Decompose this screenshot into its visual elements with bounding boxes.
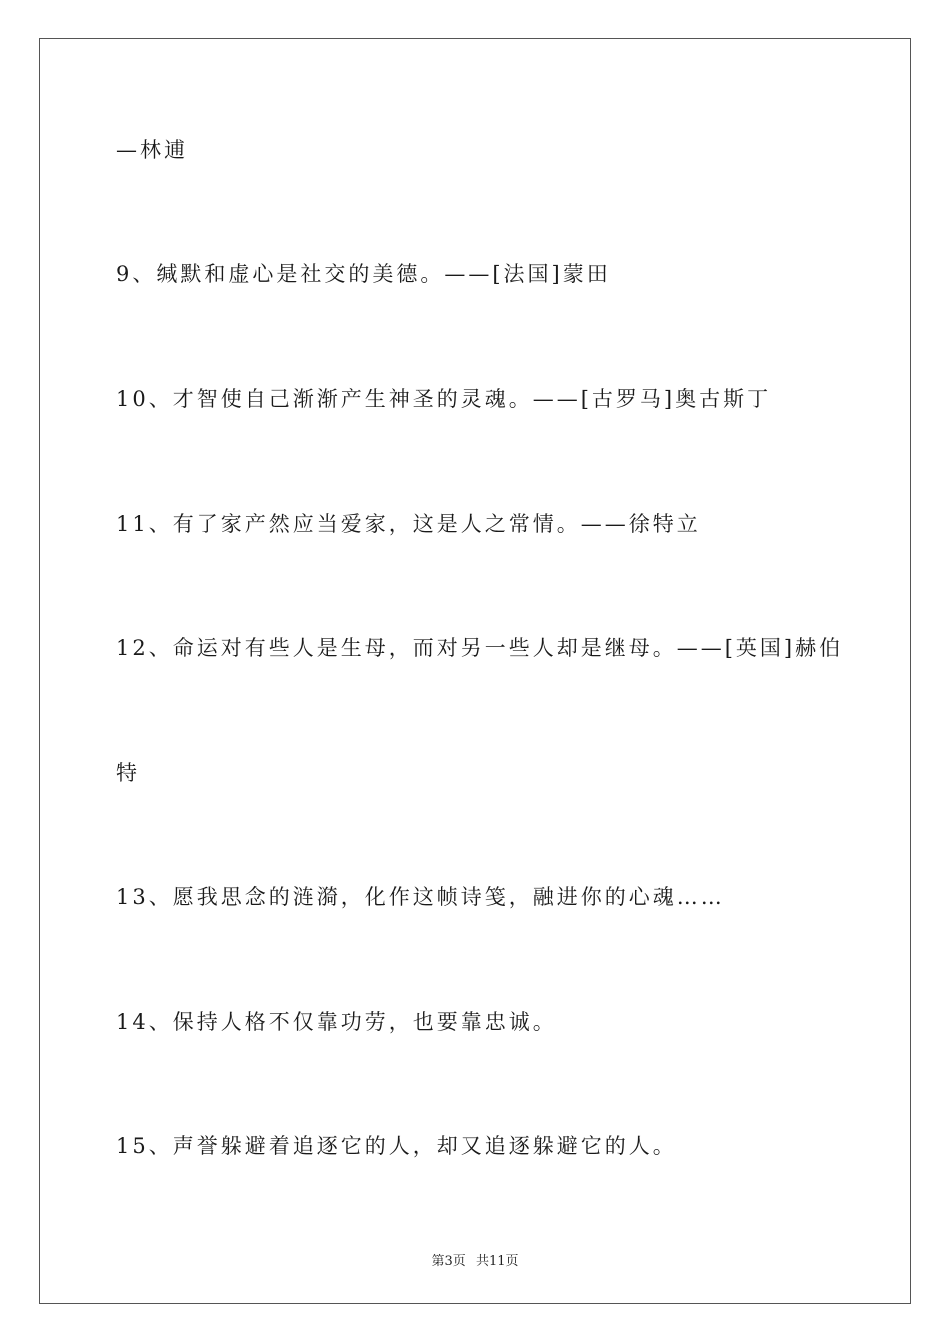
quote-14: 14、保持人格不仅靠功劳，也要靠忠诚。 xyxy=(116,1010,557,1034)
page-border xyxy=(39,38,911,1304)
quote-12: 12、命运对有些人是生母，而对另一些人却是继母。——[英国]赫伯 xyxy=(116,636,844,660)
quote-12-continuation: 特 xyxy=(116,761,140,785)
page-number: 第3页 xyxy=(431,1254,466,1269)
quote-attribution-line: —林逋 xyxy=(116,138,188,162)
quote-10: 10、才智使自己渐渐产生神圣的灵魂。——[古罗马]奥古斯丁 xyxy=(116,387,772,411)
quote-13: 13、愿我思念的涟漪，化作这帧诗笺，融进你的心魂…… xyxy=(116,885,725,909)
page-total: 共11页 xyxy=(475,1254,519,1269)
quote-11: 11、有了家产然应当爱家，这是人之常情。——徐特立 xyxy=(116,512,701,536)
quote-15: 15、声誉躲避着追逐它的人，却又追逐躲避它的人。 xyxy=(116,1134,677,1158)
page-footer xyxy=(0,1250,950,1269)
quote-9: 9、缄默和虚心是社交的美德。——[法国]蒙田 xyxy=(116,262,611,286)
